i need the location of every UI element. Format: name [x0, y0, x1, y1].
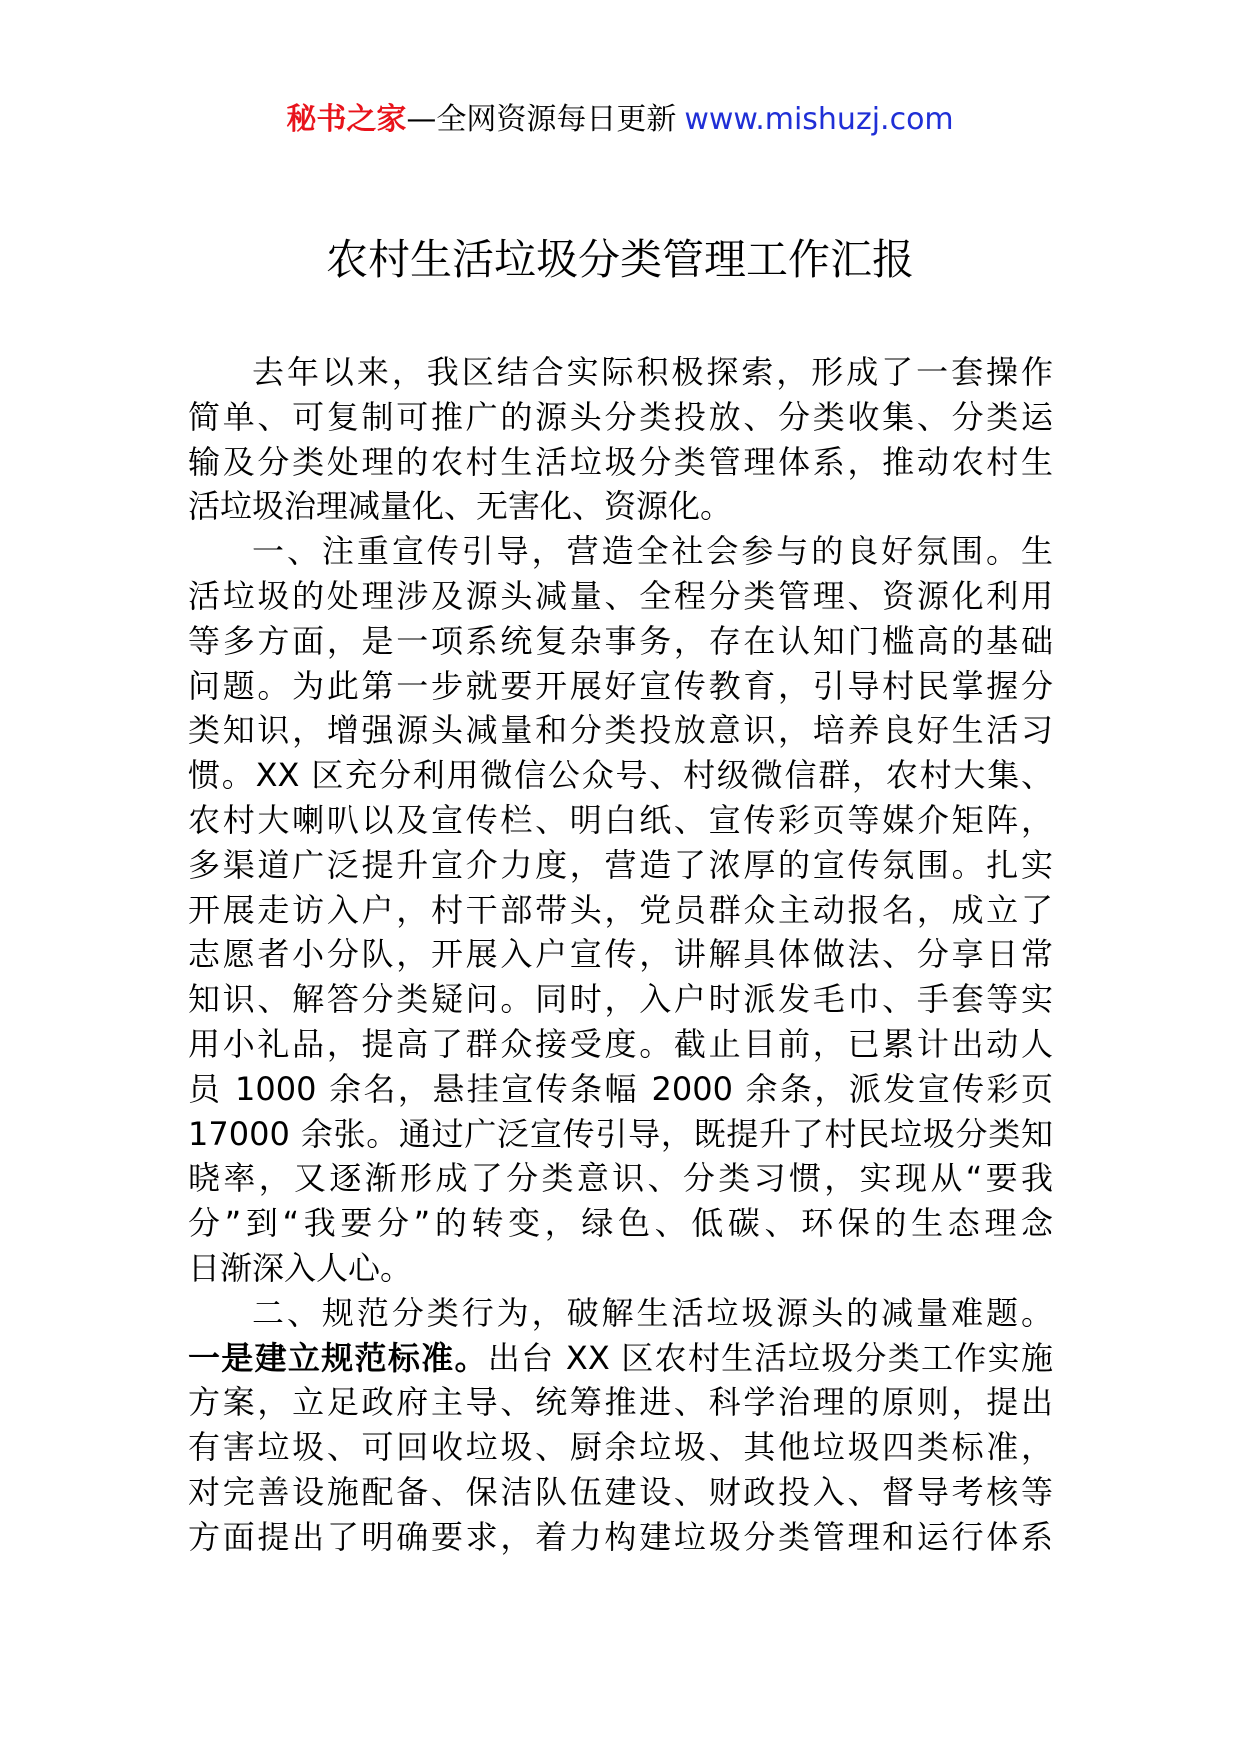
paragraph-line: 知识、解答分类疑问。同时，入户时派发毛巾、手套等实: [188, 980, 1053, 1019]
section-heading-line: 一、注重宣传引导，营造全社会参与的良好氛围。生: [252, 532, 1053, 571]
paragraph-line: 简单、可复制可推广的源头分类投放、分类收集、分类运: [188, 397, 1053, 436]
paragraph-line: 活垃圾的处理涉及源头减量、全程分类管理、资源化利用: [188, 576, 1053, 615]
site-tagline: —全网资源每日更新: [406, 102, 677, 137]
paragraph-line: 方案，立足政府主导、统筹推进、科学治理的原则，提出: [188, 1383, 1053, 1422]
paragraph-line: 开展走访入户，村干部带头，党员群众主动报名，成立了: [188, 890, 1053, 929]
paragraph-line: 日渐深入人心。: [188, 1248, 413, 1287]
site-header: [0, 100, 1240, 140]
paragraph-line: 有害垃圾、可回收垃圾、厨余垃圾、其他垃圾四类标准，: [188, 1428, 1053, 1467]
paragraph-line-mixed: [188, 1336, 1053, 1381]
paragraph-line: 惯。XX 区充分利用微信公众号、村级微信群，农村大集、: [188, 756, 1053, 795]
paragraph-line: 分”到“我要分”的转变，绿色、低碳、环保的生态理念: [188, 1204, 1053, 1243]
paragraph-line: 多渠道广泛提升宣介力度，营造了浓厚的宣传氛围。扎实: [188, 845, 1053, 884]
paragraph-line: 等多方面，是一项系统复杂事务，存在认知门槛高的基础: [188, 621, 1053, 660]
paragraph-line: 17000 余张。通过广泛宣传引导，既提升了村民垃圾分类知: [188, 1114, 1053, 1153]
paragraph-line: 志愿者小分队，开展入户宣传，讲解具体做法、分享日常: [188, 935, 1053, 974]
document-body: [188, 350, 1053, 1560]
site-brand: 秘书之家: [286, 102, 407, 137]
section-heading-line: 二、规范分类行为，破解生活垃圾源头的减量难题。: [252, 1293, 1053, 1332]
bold-lead-in: 一是建立规范标准。: [188, 1338, 488, 1377]
paragraph-line: 用小礼品，提高了群众接受度。截止目前，已累计出动人: [188, 1024, 1053, 1063]
paragraph-line: 输及分类处理的农村生活垃圾分类管理体系，推动农村生: [188, 442, 1053, 481]
paragraph-line-rest: 出台 XX 区农村生活垃圾分类工作实施: [487, 1338, 1053, 1377]
paragraph-line: 员 1000 余名，悬挂宣传条幅 2000 余条，派发宣传彩页: [188, 1069, 1053, 1108]
paragraph-line: 对完善设施配备、保洁队伍建设、财政投入、督导考核等: [188, 1472, 1053, 1511]
paragraph-line: 问题。为此第一步就要开展好宣传教育，引导村民掌握分: [188, 666, 1053, 705]
paragraph-line: 农村大喇叭以及宣传栏、明白纸、宣传彩页等媒介矩阵，: [188, 800, 1053, 839]
paragraph-line: 方面提出了明确要求，着力构建垃圾分类管理和运行体系: [188, 1517, 1053, 1556]
paragraph-line: 晓率，又逐渐形成了分类意识、分类习惯，实现从“要我: [188, 1159, 1053, 1198]
document-title: 农村生活垃圾分类管理工作汇报: [325, 235, 914, 284]
site-url-link[interactable]: www.mishuzj.com: [684, 102, 954, 137]
paragraph-line: 去年以来，我区结合实际积极探索，形成了一套操作: [252, 353, 1053, 391]
paragraph-line: 类知识，增强源头减量和分类投放意识，培养良好生活习: [188, 711, 1053, 750]
paragraph-line: 活垃圾治理减量化、无害化、资源化。: [188, 487, 733, 526]
